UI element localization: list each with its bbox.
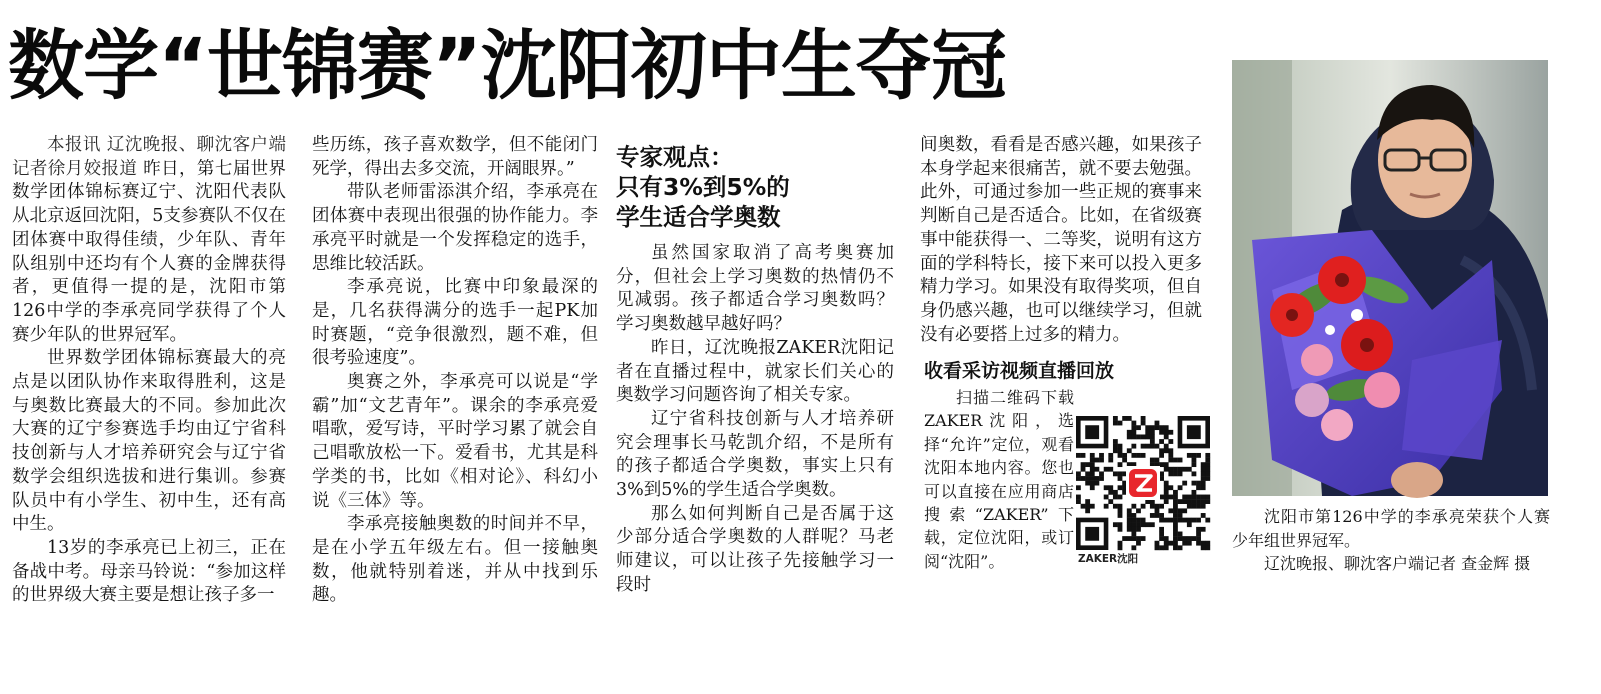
- photo-boy-with-bouquet: [1232, 60, 1548, 496]
- qr-code-graphic: [1076, 416, 1210, 550]
- expert-heading-line: 学生适合学奥数: [616, 203, 781, 231]
- photo-caption: [1232, 505, 1550, 576]
- expert-paragraph: 昨日，辽沈晚报ZAKER沈阳记者在直播过程中，就家长们关心的奥数学习问题咨询了相关专家。: [616, 337, 894, 406]
- article-column-4: [920, 134, 1202, 354]
- article-paragraph: 些历练，孩子喜欢数学，但不能闭门死学，得出去多交流，开阔眼界。”: [312, 135, 598, 179]
- article-column-3: [616, 242, 894, 694]
- qr-instructions: [924, 386, 1074, 573]
- headline: 数学“世锦赛”沈阳初中生夺冠: [8, 21, 1006, 110]
- photo-credit: 辽沈晚报、聊沈客户端记者 查金辉 摄: [1264, 554, 1531, 573]
- byline: 本报讯 辽沈晚报、聊沈客户端记者徐月姣报道: [12, 135, 286, 179]
- article-paragraph: 13岁的李承亮已上初三，正在备战中考。母亲马铃说：“参加这样的世界级大赛主要是想让孩子多一: [12, 537, 286, 606]
- article-paragraph: 李承亮接触奥数的时间并不早，是在小学五年级左右。但一接触奥数，他就特别着迷，并从中找到乐趣。: [312, 514, 598, 606]
- qr-instructions-text: 扫描二维码下载ZAKER沈阳，选择“允许”定位，观看沈阳本地内容。您也可以直接在应用商店搜索“ZAKER”下载，定位沈阳，或订阅“沈阳”。: [924, 388, 1074, 571]
- expert-paragraph: 虽然国家取消了高考奥赛加分，但社会上学习奥数的热情仍不见减弱。孩子都适合学习奥数吗？学习奥数越早越好吗？: [616, 243, 894, 335]
- article-column-2: [312, 134, 598, 606]
- qr-caption: ZAKER沈阳: [1078, 553, 1139, 565]
- photo: [1232, 60, 1548, 496]
- expert-paragraph: 间奥数，看看是否感兴趣，如果孩子本身学起来很痛苦，就不要去勉强。此外，可通过参加一些正规的赛事来判断自己是否适合。比如，在省级赛事中能获得一、二等奖，说明有这方面的学科特长，接下来可以投入更多精力学习。如果没有取得奖项，但自身仍感兴趣，也可以继续学习，但就没有必要搭上过多的精力。: [920, 135, 1202, 345]
- article-paragraph: 带队老师雷添淇介绍，李承亮在团体赛中表现出很强的协作能力。李承亮平时就是一个发挥稳定的选手，思维比较活跃。: [312, 182, 598, 274]
- expert-heading-line: 专家观点：: [616, 143, 734, 171]
- article-paragraph: 奥赛之外，李承亮可以说是“学霸”加“文艺青年”。课余的李承亮爱唱歌，爱写诗，平时学习累了就会自己唱歌放松一下。爱看书，尤其是科学类的书，比如《相对论》、科幻小说《三体》等。: [312, 372, 598, 511]
- article-paragraph: 世界数学团体锦标赛最大的亮点是以团队协作来取得胜利，这是与奥数比赛最大的不同。参加此次大赛的辽宁参赛选手均由辽宁省科技创新与人才培养研究会与辽宁省数学会组织选拔和进行集训。参赛队员中有小学生、初中生，还有高中生。: [12, 348, 286, 535]
- qr-code[interactable]: [1076, 416, 1210, 550]
- expert-heading-line: 只有3%到5%的: [616, 173, 790, 201]
- article-text: 昨日，第七届世界数学团体锦标赛辽宁、沈阳代表队从北京返回沈阳，5支参赛队不仅在团体赛中取得佳绩，少年队、青年队组别中还均有个人赛的金牌获得者，更值得一提的是，沈阳市第126中学的李承亮同学获得了个人赛少年队的世界冠军。: [12, 158, 286, 345]
- expert-paragraph: 辽宁省科技创新与人才培养研究会理事长马乾凯介绍，不是所有的孩子都适合学奥数，事实上只有3%到5%的学生适合学奥数。: [616, 408, 894, 501]
- video-title: 收看采访视频直播回放: [924, 360, 1115, 382]
- zaker-logo-icon: [1126, 466, 1160, 500]
- article-column-1: [12, 134, 286, 606]
- expert-paragraph: 那么如何判断自己是否属于这少部分适合学奥数的人群呢？马老师建议，可以让孩子先接触学习一段时: [616, 503, 894, 595]
- photo-caption-text: 沈阳市第126中学的李承亮荣获个人赛少年组世界冠军。: [1232, 507, 1550, 550]
- expert-heading: [616, 142, 906, 232]
- article-paragraph: [12, 134, 286, 347]
- article-paragraph: 李承亮说，比赛中印象最深的是，几名获得满分的选手一起PK加时赛题，“竞争很激烈，题不难，但很考验速度”。: [312, 277, 598, 369]
